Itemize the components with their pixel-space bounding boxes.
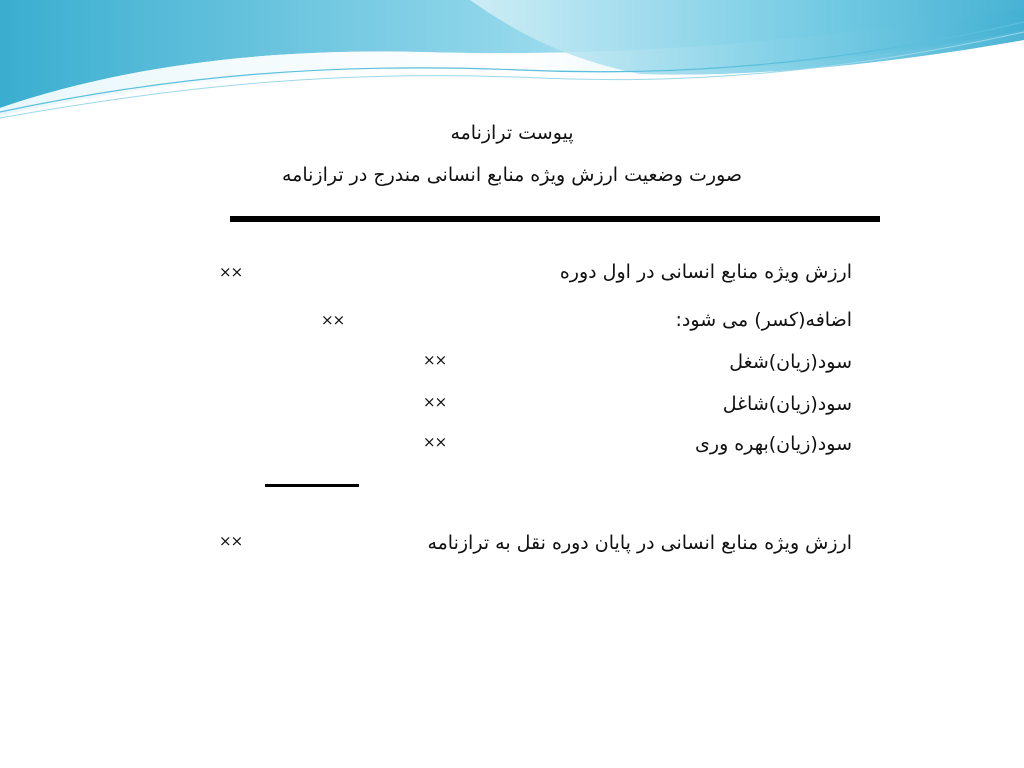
opening-balance-amount: ×× xyxy=(219,263,243,281)
closing-balance-label: ارزش ویژه منابع انسانی در پایان دوره نقل به ترازنامه xyxy=(427,532,852,554)
heading-divider xyxy=(230,216,880,222)
subtotal-underline xyxy=(265,484,359,487)
adjustments-heading-label: اضافه(کسر) می شود: xyxy=(675,309,852,331)
adjustments-heading-amount: ×× xyxy=(321,311,345,329)
adjustment-item-job-amount: ×× xyxy=(423,351,447,369)
adjustment-item-employee-amount: ×× xyxy=(423,393,447,411)
adjustment-item-productivity-label: سود(زیان)بهره وری xyxy=(695,433,852,455)
closing-balance-amount: ×× xyxy=(219,532,243,550)
adjustment-item-job-label: سود(زیان)شغل xyxy=(729,351,852,373)
opening-balance-label: ارزش ویژه منابع انسانی در اول دوره xyxy=(559,261,852,283)
slide-subtitle: صورت وضعیت ارزش ویژه منابع انسانی مندرج در ترازنامه xyxy=(281,164,743,186)
adjustment-item-productivity-amount: ×× xyxy=(423,433,447,451)
adjustment-item-employee-label: سود(زیان)شاغل xyxy=(722,393,852,415)
slide-title: پیوست ترازنامه xyxy=(450,122,574,144)
